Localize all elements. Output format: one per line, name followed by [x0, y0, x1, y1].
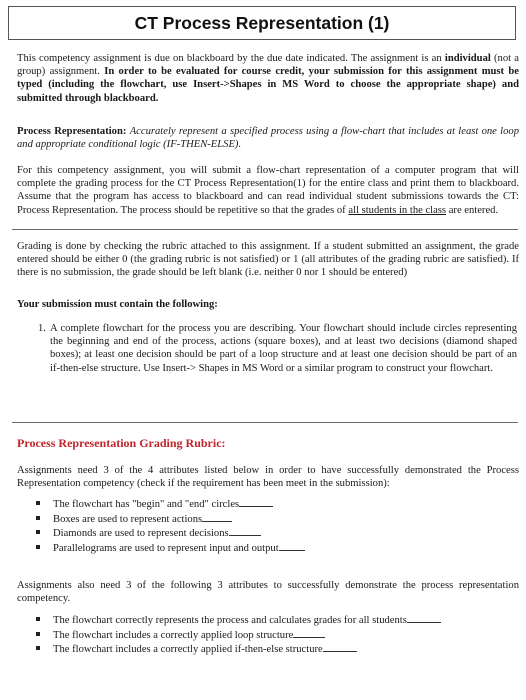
rubric-list-2 [17, 613, 517, 657]
rubric-item: The flowchart includes a correctly applied loop structure [17, 628, 517, 643]
assignment-description-end: are entered. [446, 204, 499, 216]
answer-blank [202, 512, 232, 522]
rubric-item: Diamonds are used to represent decisions [17, 526, 517, 541]
item-text: A complete flowchart for the process you are describing. Your flowchart should include circles representing the beginning and end of the process, actions (square boxes), and at least two decisions (diamond shaped boxes); at least one decision should be part of a loop structure and at least one decision should be part of an if-then-else structure. Use Insert-> Shapes in MS Word or a similar program to construct your flowchart. [50, 323, 517, 374]
rubric-heading: Process Representation Grading Rubric: [17, 436, 226, 450]
rubric-intro-2: Assignments also need 3 of the following 3 attributes to successfully demonstrate the process representation competency. [17, 580, 519, 605]
rubric-item: Parallelograms are used to represent input and output [17, 541, 517, 556]
answer-blank [279, 541, 305, 551]
divider-2 [12, 422, 518, 423]
intro-individual: individual [444, 53, 491, 64]
rubric-item: The flowchart has "begin" and "end" circles [17, 497, 517, 512]
process-representation-paragraph [17, 125, 519, 151]
title-box [8, 6, 516, 40]
intro-requirement: In order to be evaluated for course credit, your submission for this assignment must be typed (including the flowchart, use Insert->Shapes in MS Word to choose the appropriate shape) and submitted through blackboard. [17, 66, 519, 104]
assignment-description-text: For this competency assignment, you will submit a flow-chart representation of a computer program that will complete the grading process for the CT Process Representation(1) for the entire class and print them to blackboard. Assume that the program has access to blackboard and can read individual student submissions towards the CT: Process Representation. The process should be repetitive so that the grades of [17, 165, 519, 216]
submission-list [17, 322, 517, 375]
process-representation-label: Process Representation: [17, 126, 127, 137]
answer-blank [239, 497, 273, 507]
intro-paragraph [17, 52, 519, 105]
divider-1 [12, 229, 518, 230]
grading-paragraph: Grading is done by checking the rubric attached to this assignment. If a student submitted an assignment, the grade entered should be either 0 (the grading rubric is not satisfied) or 1 (all attributes of the grading rubric are satisfied). If there is no submission, the grade should be left blank (i.e. neither 0 nor 1 should be entered) [17, 241, 519, 279]
submission-item [17, 322, 517, 375]
rubric-item: The flowchart correctly represents the process and calculates grades for all students [17, 613, 517, 628]
answer-blank [229, 526, 261, 536]
assignment-description-paragraph [17, 164, 519, 217]
intro-text-1: This competency assignment is due on blackboard by the due date indicated. The assignment is an [17, 53, 445, 64]
page-title: CT Process Representation (1) [134, 13, 390, 33]
answer-blank [293, 628, 325, 638]
all-students-underlined: all students in the class [348, 204, 447, 216]
item-number: 1. [38, 323, 46, 334]
process-representation-definition: Accurately represent a specified process using a flow-chart that includes at least one loop and appropriate conditional logic (IF-THEN-ELSE). [17, 126, 520, 151]
answer-blank [407, 613, 441, 623]
rubric-item: The flowchart includes a correctly applied if-then-else structure [17, 642, 517, 657]
rubric-list-1 [17, 497, 517, 555]
answer-blank [323, 642, 357, 652]
rubric-intro-1: Assignments need 3 of the 4 attributes listed below in order to have successfully demonstrated the Process Representation competency (check if the requirement has been meet in the submission): [17, 465, 519, 490]
submission-heading: Your submission must contain the following: [17, 299, 218, 310]
rubric-item: Boxes are used to represent actions [17, 512, 517, 527]
intro-text-2: (not a group) assignment. [17, 53, 519, 78]
